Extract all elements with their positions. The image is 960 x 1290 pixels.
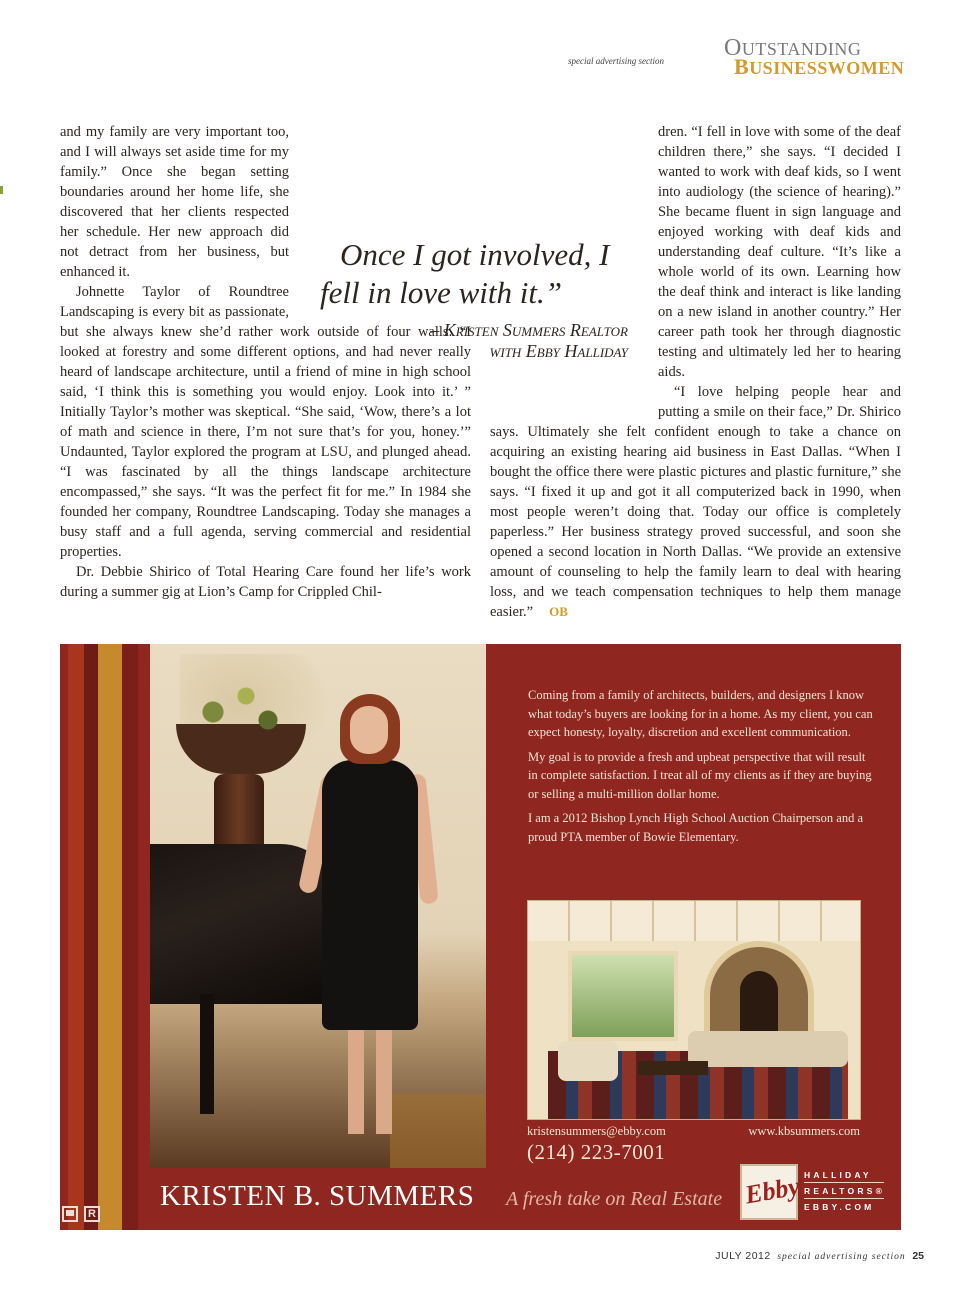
ebby-logo-box [740, 1164, 802, 1220]
agent-photo [150, 644, 486, 1168]
rug [390, 1094, 486, 1168]
logo-line: EBBY.COM [804, 1202, 875, 1212]
living-room-photo [527, 900, 861, 1120]
agent-website-link[interactable]: www.kbsummers.com [748, 1124, 860, 1138]
agent-leg [348, 1024, 364, 1134]
pull-quote [300, 236, 640, 362]
advertisement [60, 644, 901, 1230]
ebby-halliday-logo [740, 1164, 886, 1220]
decor-stripe [98, 644, 122, 1230]
footer-section-label: special advertising section [777, 1252, 906, 1262]
window [568, 951, 678, 1041]
agent-face [350, 706, 388, 754]
paragraph: Dr. Debbie Shirico of Total Hearing Care found her life’s work during a summer gig at Lion’s Camp for Crippled Chil- [60, 564, 471, 600]
ad-tagline: A fresh take on Real Estate [506, 1188, 723, 1210]
equal-housing-icon [62, 1206, 78, 1222]
brand-line-2: BUSINESSWOMEN [734, 54, 905, 79]
ad-copy [528, 686, 878, 852]
realtor-icon: R [84, 1206, 100, 1222]
logo-divider [804, 1198, 884, 1199]
page-number: 25 [912, 1250, 924, 1262]
ebby-logo-word: Ebby [742, 1171, 802, 1210]
paragraph: “I love helping people hear and putting a smile on their face,” Dr. Shirico says. Ultimately she felt confident enough to take a chance on acquiring an existing hearing aid business in East Dallas. “When I bought the office there were plastic pictures and plastic furniture,” she says. “I fixed it up and got it all computerized back in 1990, when most people weren’t doing that. Today our office is completely paperless.” Her business strategy proved successful, and soon she opened a second location in North Dallas. “We provide an extensive amount of counseling to help the family learn to deal with hearing loss, and we teach compensation techniques to help them manage easier.” OB [490, 384, 901, 620]
logo-line: HALLIDAY [804, 1170, 872, 1180]
agent-email-link[interactable]: kristensummers@ebby.com [527, 1124, 666, 1138]
end-mark-icon: OB [549, 604, 568, 619]
agent-name: KRISTEN B. SUMMERS [160, 1180, 475, 1212]
sofa [688, 1031, 848, 1067]
pull-quote-attribution: with Ebby Halliday [489, 341, 628, 361]
agent-leg [376, 1024, 392, 1134]
coffee-table [638, 1061, 708, 1075]
paragraph: Johnette Taylor of Roundtree Landscaping is every bit as passionate, but she always knew she’d rather work outside of four walls. “I looked at forestry and some different options, and had never really heard of landscape architecture, until a friend of mine in high school said, ‘I think this is something you would enjoy. Look into it.’ ” Initially Taylor’s mother was skeptical. “She said, ‘Wow, there’s a lot of math and science in there, I’m not sure that’s for you, honey.’” Undaunted, Taylor explored the program at LSU, and plunged ahead. “I was fascinated by all the things landscape architecture encompassed,” she says. “It was the perfect fit for me.” In 1984 she founded her company, Roundtree Landscaping. Today she manages a busy staff and a full agenda, serving commercial and residential properties. [60, 284, 471, 560]
agent-dress [322, 760, 418, 1030]
brand-line-1: OUTSTANDING [724, 35, 862, 61]
decor-stripe [68, 644, 84, 1230]
pull-quote-text: Once I got involved, I fell in love with it.” [320, 237, 610, 310]
page-footer [715, 1250, 924, 1262]
section-label: special advertising section [568, 56, 664, 66]
paragraph: and my family are very important too, and I will always set aside time for my family.” Once she began setting boundaries around her home life, she discovered that her clients respected her schedule. Her new approach did not detract from her business, but enhanced it. [60, 124, 289, 280]
article-column-left [60, 122, 471, 602]
decor-stripe [122, 644, 138, 1230]
brand-logo [724, 36, 904, 78]
decor-stripe [84, 644, 98, 1230]
ad-paragraph: My goal is to provide a fresh and upbeat perspective that will result in complete satisfaction. I treat all of my clients as if they are buying or selling a multi-million dollar home. [528, 749, 872, 801]
article-column-right [490, 122, 901, 622]
pull-quote-attribution: – Kristen Summers Realtor [430, 320, 628, 340]
logo-line: REALTORS® [804, 1186, 886, 1196]
flowers [180, 664, 290, 744]
armchair [558, 1041, 618, 1081]
page-edge-mark [0, 186, 3, 194]
logo-divider [804, 1182, 884, 1183]
paragraph: dren. “I fell in love with some of the deaf children there,” she says. “I decided I wanted to work with deaf kids, so I went into audiology (the science of hearing).” She became fluent in sign language and enjoyed working with deaf kids and understanding deaf culture. “It’s like a whole world of its own. Learning how the deaf think and interact is like landing on a new island in another country.” Her career path took her through diagnostic testing and ultimately led her to hearing aids. [658, 124, 901, 380]
ad-paragraph: Coming from a family of architects, builders, and designers I know what today’s buyers are looking for in a home. As my client, you can expect honesty, loyalty, discretion and excellent communication. [528, 688, 873, 739]
issue-date: JULY 2012 [715, 1250, 771, 1262]
piano-leg [200, 994, 214, 1114]
coffered-ceiling [528, 901, 861, 941]
agent-phone: (214) 223-7001 [527, 1140, 666, 1164]
ad-paragraph: I am a 2012 Bishop Lynch High School Auction Chairperson and a proud PTA member of Bowie Elementary. [528, 811, 864, 844]
